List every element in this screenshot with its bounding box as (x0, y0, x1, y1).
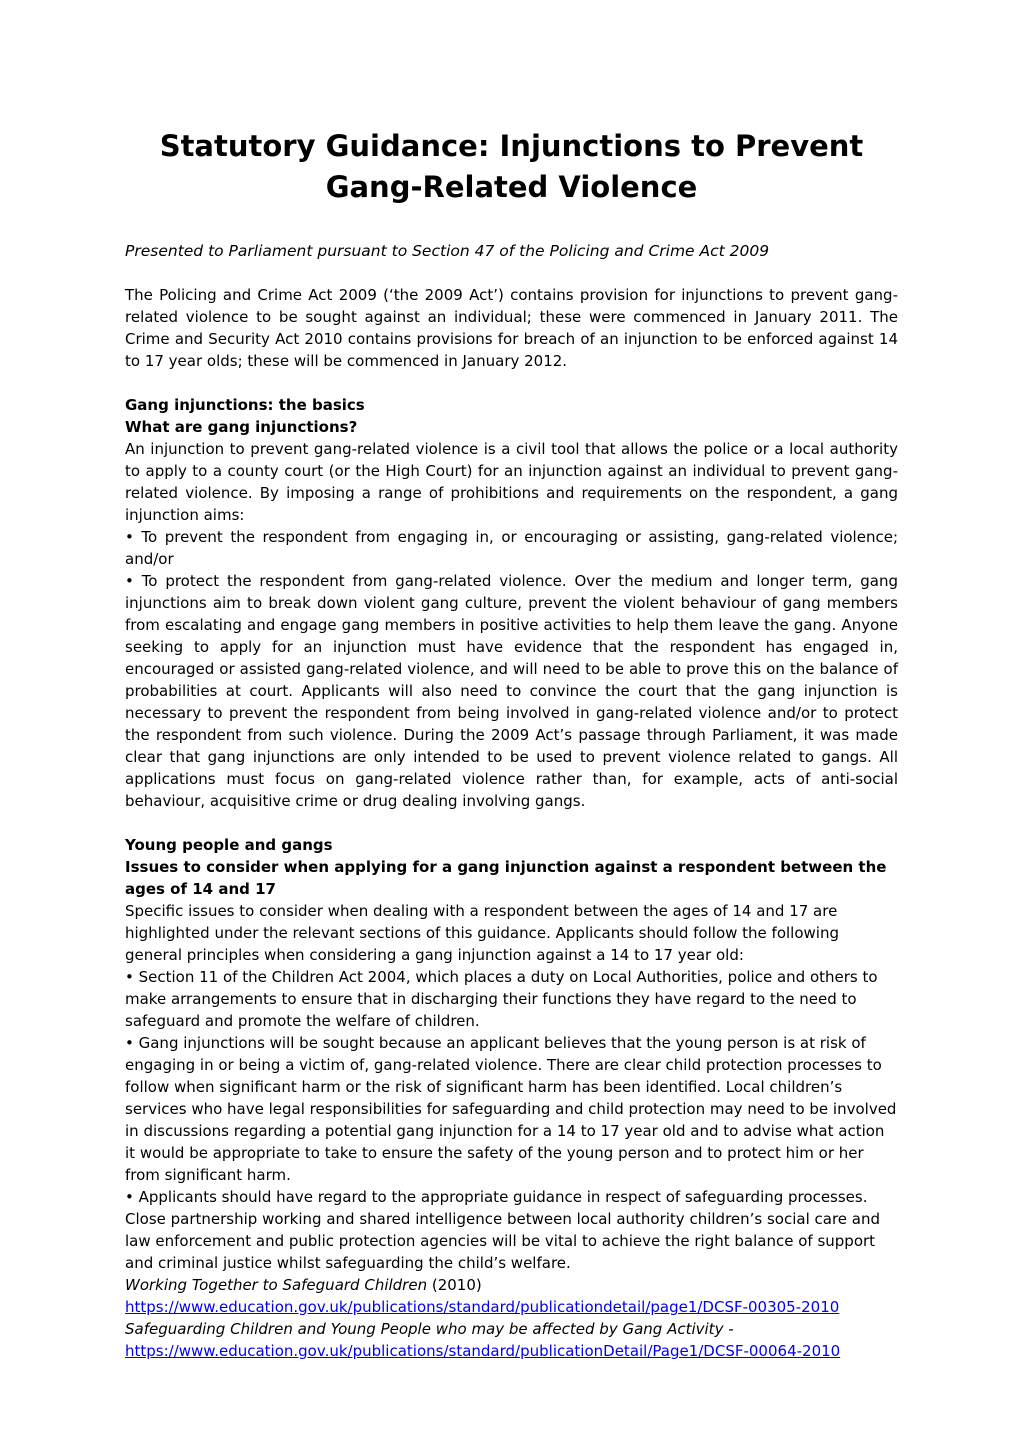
section1-bullet-2: • To protect the respondent from gang-related violence. Over the medium and longer term, gang injunctions aim to break down violent gang culture, prevent the violent behaviour of gang members from escalating and engage gang members in positive activities to help them leave the gang. Anyone seeking to apply for an injunction must have evidence that the respondent has engaged in, encouraged or assisted gang-related violence, and will need to be able to prove this on the balance of probabilities at court. Applicants will also need to convince the court that the gang injunction is necessary to prevent the respondent from being involved in gang-related violence and/or to protect the respondent from such violence. During the 2009 Act’s passage through Parliament, it was made clear that gang injunctions are only intended to be used to prevent violence related to gangs. All applications must focus on gang-related violence rather than, for example, acts of anti-social behaviour, acquisitive crime or drug dealing involving gangs. (125, 572, 898, 810)
section2-bullet-1: • Section 11 of the Children Act 2004, which places a duty on Local Authorities, police and others to make arrangements to ensure that in discharging their functions they have regard to the need to safeguard and promote the welfare of children. (125, 968, 878, 1030)
section2-subheading: Issues to consider when applying for a gang injunction against a respondent between the ages of 14 and 17 (125, 858, 887, 898)
section2-bullet-2: • Gang injunctions will be sought because an applicant believes that the young person is at risk of engaging in or being a victim of, gang-related violence. There are clear child protection processes to follow when significant harm or the risk of significant harm has been identified. Local children’s services who have legal responsibilities for safeguarding and child protection may need to be involved in discussions regarding a potential gang injunction for a 14 to 17 year old and to advise what action it would be appropriate to take to ensure the safety of the young person and to protect him or her from significant harm. (125, 1034, 897, 1184)
reference-2-link[interactable]: https://www.education.gov.uk/publications/standard/publicationDetail/Page1/DCSF-00064-2010 (125, 1342, 841, 1360)
reference-2-link-line (125, 1340, 898, 1362)
reference-1-year: (2010) (427, 1276, 482, 1294)
section1-paragraph: An injunction to prevent gang-related violence is a civil tool that allows the police or a local authority to apply to a county court (or the High Court) for an injunction against an individual to prevent gang-related violence. By imposing a range of prohibitions and requirements on the respondent, a gang injunction aims: (125, 440, 898, 524)
reference-1 (125, 1274, 898, 1296)
reference-2-title: Safeguarding Children and Young People who may be affected by Gang Activity - (125, 1320, 734, 1338)
document-title: Statutory Guidance: Injunctions to Prevent Gang-Related Violence (159, 129, 864, 204)
document-subtitle: Presented to Parliament pursuant to Section 47 of the Policing and Crime Act 2009 (125, 242, 770, 260)
reference-1-link[interactable]: https://www.education.gov.uk/publications/standard/publicationdetail/page1/DCSF-00305-2010 (125, 1298, 840, 1316)
section2-bullet-3: • Applicants should have regard to the appropriate guidance in respect of safeguarding processes. Close partnership working and shared intelligence between local authority children’s social care and law enforcement and public protection agencies will be vital to achieve the right balance of support and criminal justice whilst safeguarding the child’s welfare. (125, 1188, 881, 1272)
section2-heading: Young people and gangs (125, 836, 333, 854)
section2-paragraph: Specific issues to consider when dealing with a respondent between the ages of 14 and 17 are highlighted under the relevant sections of this guidance. Applicants should follow the following general principles when considering a gang injunction against a 14 to 17 year old: (125, 902, 839, 964)
reference-1-link-line (125, 1296, 898, 1318)
intro-paragraph: The Policing and Crime Act 2009 (‘the 2009 Act’) contains provision for injunctions to prevent gang-related violence to be sought against an individual; these were commenced in January 2011. The Crime and Security Act 2010 contains provisions for breach of an injunction to be enforced against 14 to 17 year olds; these will be commenced in January 2012. (125, 286, 898, 370)
section1-subheading: What are gang injunctions? (125, 418, 358, 436)
reference-1-title: Working Together to Safeguard Children (125, 1276, 428, 1294)
section1-heading: Gang injunctions: the basics (125, 396, 365, 414)
section1-bullet-1: • To prevent the respondent from engaging in, or encouraging or assisting, gang-related violence; and/or (125, 528, 898, 568)
